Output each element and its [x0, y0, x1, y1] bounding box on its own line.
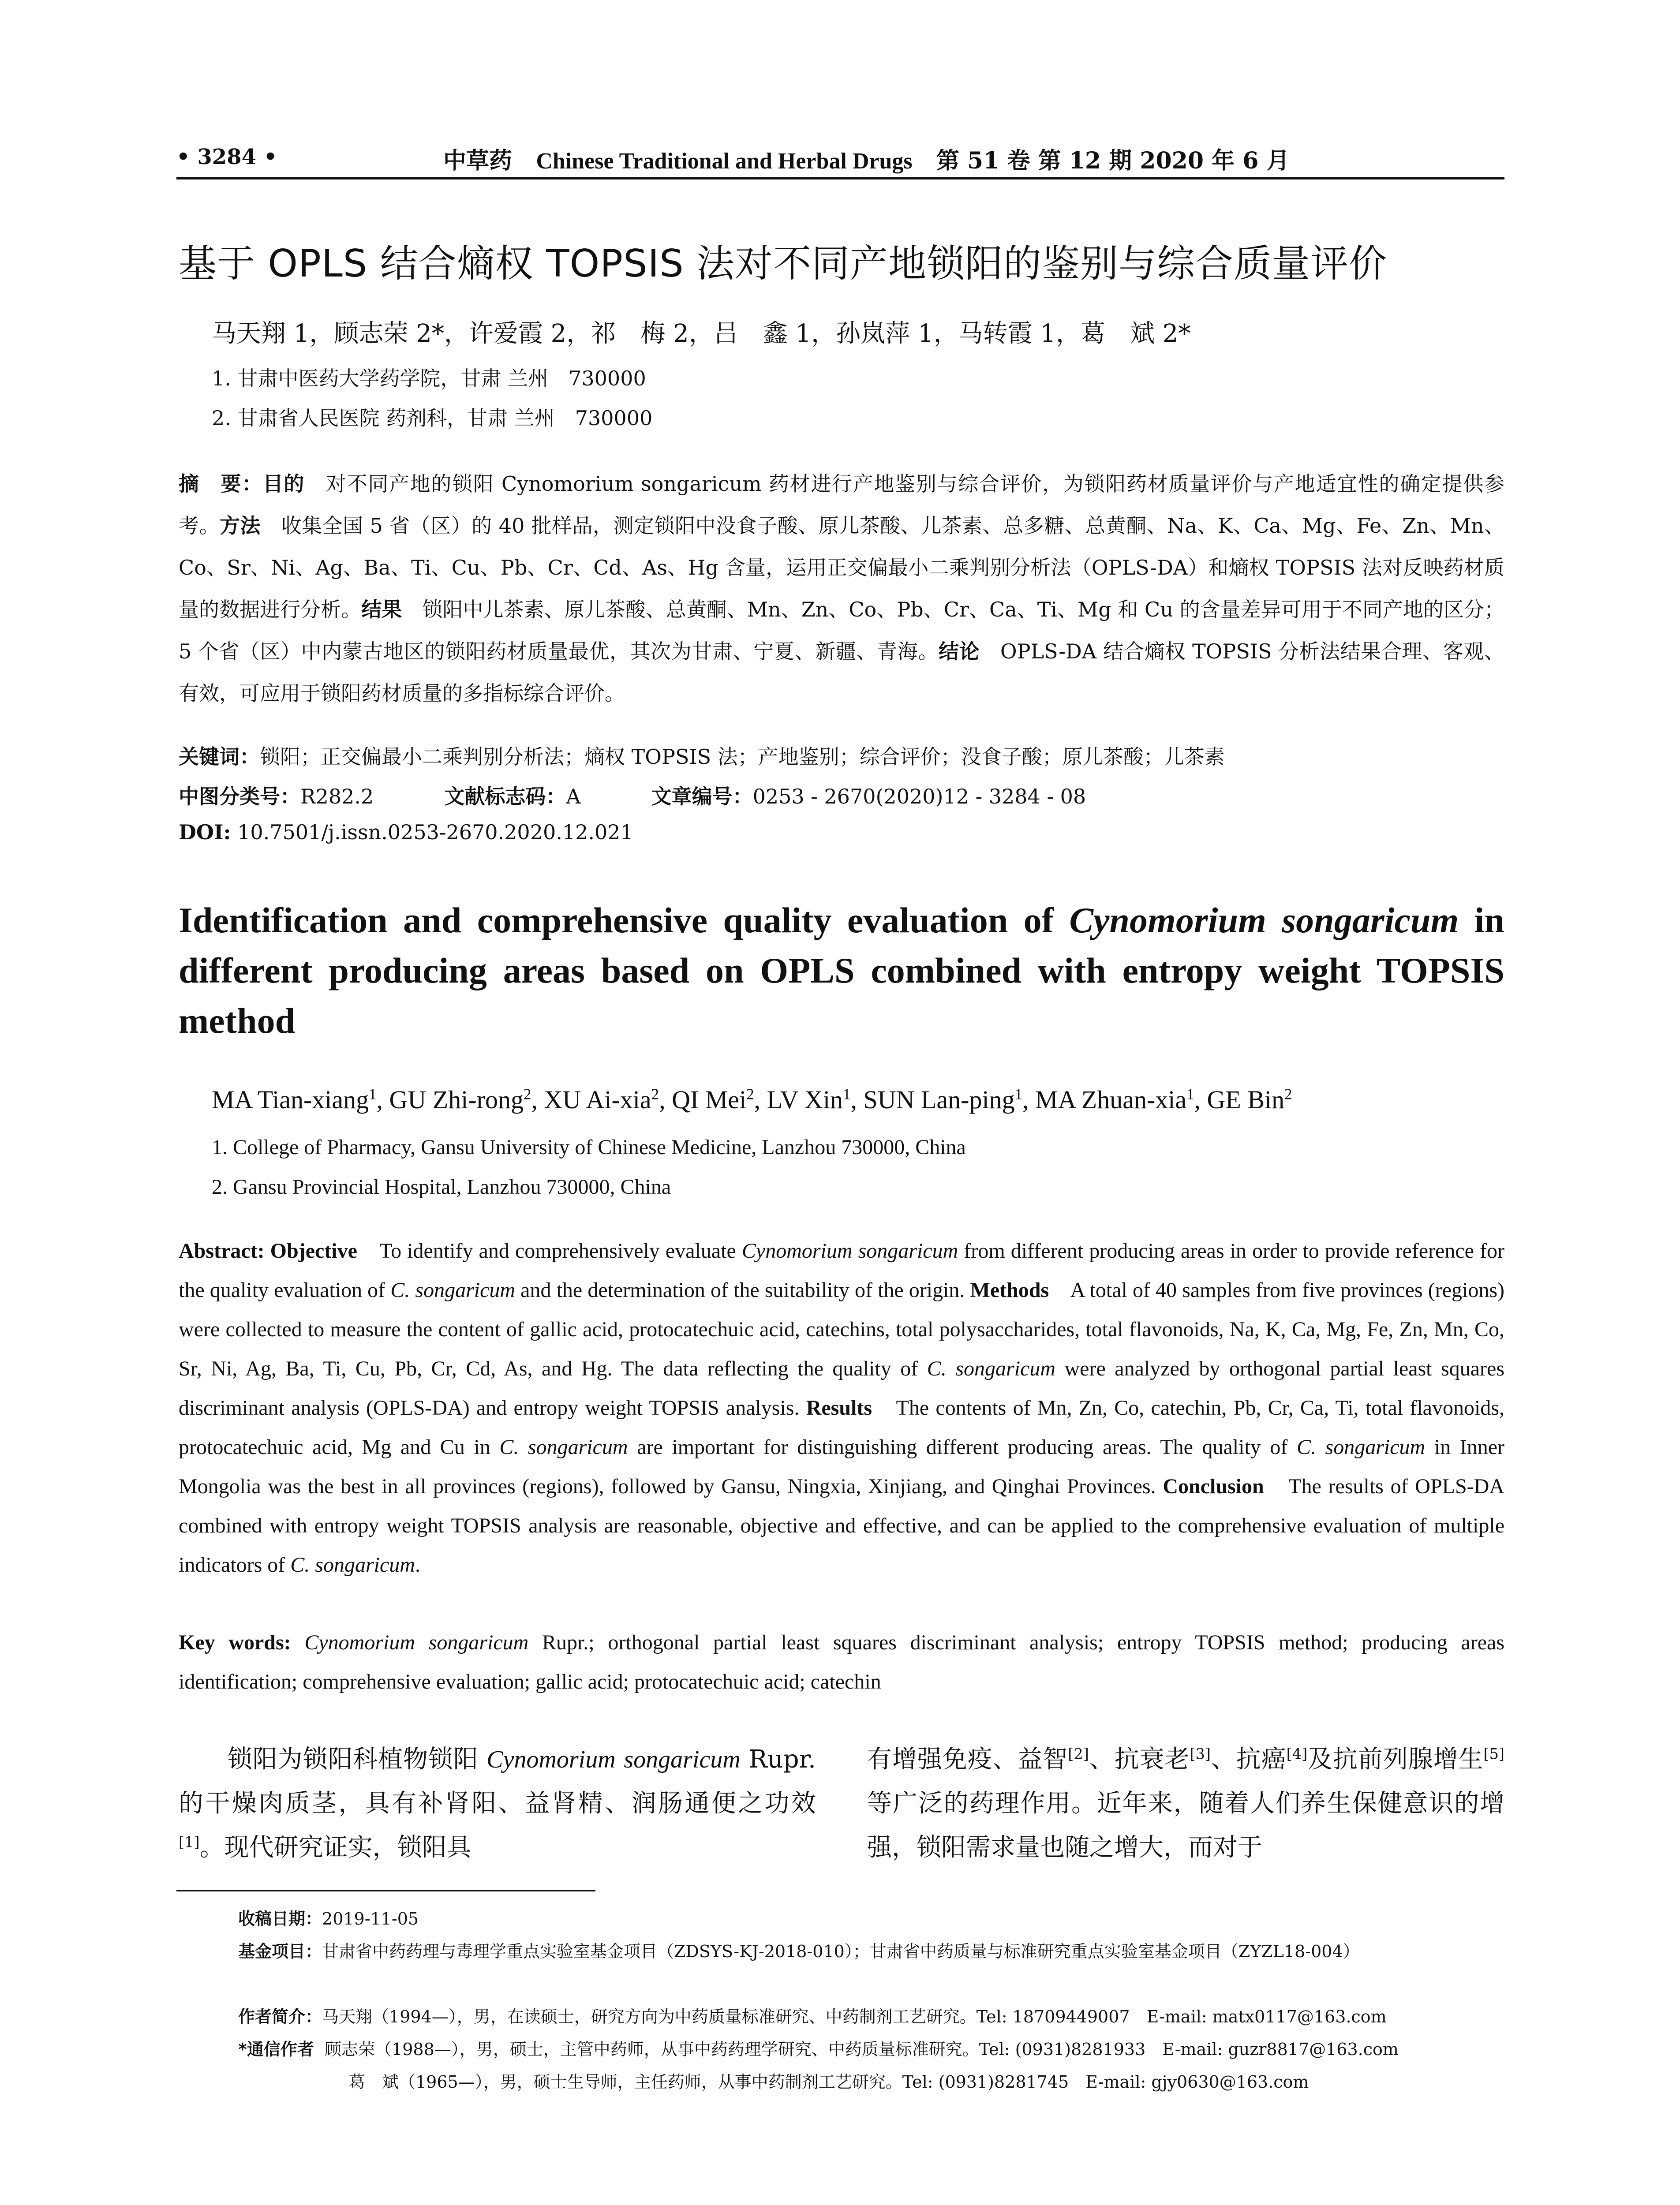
abstract-en-abbr-3: C. songaricum [499, 1435, 628, 1459]
body-column-left [179, 1738, 816, 1870]
title-en [179, 895, 1504, 1046]
doi-line [179, 820, 633, 844]
citation-5[interactable]: [5] [1483, 1745, 1505, 1763]
methods-label-en: Methods [970, 1278, 1049, 1302]
footnote-fund [238, 1937, 1508, 1966]
fund-text: 甘肃省中药药理与毒理学重点实验室基金项目（ZDSYS-KJ-2018-010）；甘肃省中药质量与标准研究重点实验室基金项目（ZYZL18-004） [322, 1942, 1360, 1961]
abstract-en-abbr-1: C. songaricum [390, 1278, 516, 1302]
objective-en-a: To identify and comprehensively evaluate [357, 1239, 742, 1263]
title-cn: 基于 OPLS 结合熵权 TOPSIS 法对不同产地锁阳的鉴别与综合质量评价 [179, 242, 1388, 286]
citation-3[interactable]: [3] [1190, 1745, 1211, 1763]
footnote-received [238, 1904, 1508, 1933]
body-right-a: 有增强免疫、益智 [867, 1745, 1068, 1774]
body-column-right [867, 1738, 1504, 1870]
body-right-d: 及抗前列腺增生 [1307, 1745, 1484, 1774]
footnote-rule [176, 1890, 595, 1891]
page-number: • 3284 • [176, 145, 277, 169]
methods-en-a: A total of 40 samples from five provinces (regions) were collected to measure the content of gallic acid, protocatechuic acid, catechins, total polysaccharides, total flavonoids, Na, K, Ca, Mg, Fe, Zn, Mn, Co, Sr, Ni, Ag, Ba, Ti, Cu, Pb, Cr, Cd, As, and Hg. The data reflecting the quality of [179, 1278, 1505, 1380]
authors-en: MA Tian-xiang$^1$, GU Zhi-rong$^2$, XU Ai-xia$^2$, QI Mei$^2$, LV Xin$^1$, SUN Lan-ping$^1$, MA Zhuan-xia$^1$, GE Bin$^2$ [212, 1085, 1292, 1114]
author-en-affiliation-mark: 1 [1014, 1085, 1023, 1103]
conclusion-label-cn: 结论 [939, 639, 980, 663]
footnote-corresponding-1 [238, 2035, 1508, 2064]
objective-en-b: from different producing areas in order to provide reference for the quality evaluation of [179, 1239, 1505, 1302]
abstract-cn-label: 摘 要： [179, 472, 263, 496]
journal-name-en: Chinese Traditional and Herbal Drugs [536, 149, 913, 174]
body-right-e: 等广泛的药理作用。近年来，随着人们养生保健意识的增强，锁阳需求量也随之增大，而对于 [867, 1789, 1504, 1862]
classification-line [179, 781, 1086, 810]
abstract-en-abbr-5: C. songaricum [290, 1553, 415, 1577]
corresponding-author-1: 顾志荣（1988—），男，硕士，主管中药师，从事中药药理学研究、中药质量标准研究。Tel: (0931)8281933 E-mail: guzr8817@163.com [325, 2040, 1399, 2059]
results-en-b: are important for distinguishing different producing areas. The quality of [628, 1435, 1297, 1459]
author-en-affiliation-mark: 1 [843, 1085, 851, 1103]
citation-1[interactable]: [1] [179, 1833, 200, 1851]
results-en-a: The contents of Mn, Zn, Co, catechin, Pb, Cr, Ca, Ti, total flavonoids, protocatechuic acid, Mg and Cu in [179, 1396, 1504, 1459]
body-species-2: songaricum [624, 1746, 741, 1773]
author-en: SUN Lan-ping [863, 1085, 1015, 1114]
keywords-cn [179, 741, 1225, 770]
authors-cn: 马天翔 1，顾志荣 2*，许爱霞 2，祁 梅 2，吕 鑫 1，孙岚萍 1，马转霞 1，葛 斌 2* [212, 319, 1191, 348]
methods-label-cn: 方法 [220, 514, 261, 538]
doc-code-value: A [566, 785, 581, 808]
conclusion-en-a: The results of OPLS-DA combined with entropy weight TOPSIS analysis are reasonable, objective and effective, and can be applied to the comprehensive evaluation of multiple indicators of [179, 1475, 1504, 1577]
conclusion-label-en: Conclusion [1163, 1475, 1264, 1498]
methods-cn: 收集全国 5 省（区）的 40 批样品，测定锁阳中没食子酸、原儿茶酸、儿茶素、总多糖、总黄酮、Na、K、Ca、Mg、Fe、Zn、Mn、Co、Sr、Ni、Ag、Ba、Ti、Cu、Pb、Cr、Cd、As、Hg 含量，运用正交偏最小二乘判别分析法（OPLS-DA）和熵权 TOPSIS 法对反映药材质量的数据进行分析。 [179, 514, 1505, 621]
clc-label: 中图分类号： [179, 785, 300, 808]
article-no-value: 0253 - 2670(2020)12 - 3284 - 08 [752, 785, 1086, 808]
results-cn: 锁阳中儿茶素、原儿茶酸、总黄酮、Mn、Zn、Co、Pb、Cr、Ca、Ti、Mg 和 Cu 的含量差异可用于不同产地的区分；5 个省（区）中内蒙古地区的锁阳药材质量最优，其次为甘肃、宁夏、新疆、青海。 [179, 598, 1505, 663]
results-label-cn: 结果 [361, 598, 402, 621]
results-en-c: in Inner Mongolia was the best in all provinces (regions), followed by Gansu, Ningxia, Xinjiang, and Qinghai Provinces. [179, 1435, 1505, 1498]
body-left-b: Rupr. 的干燥肉质茎，具有补肾阳、益肾精、润肠通便之功效 [179, 1745, 816, 1818]
journal-header [443, 142, 1290, 175]
fund-label: 基金项目： [238, 1942, 322, 1961]
author-en-affiliation-mark: 2 [651, 1085, 659, 1103]
author-en-affiliation-mark: 2 [1284, 1085, 1292, 1103]
clc-value: R282.2 [300, 785, 374, 808]
keywords-en-text: Rupr.; orthogonal partial least squares discriminant analysis; entropy TOPSIS method; producing areas identification; comprehensive evaluation; gallic acid; protocatechuic acid; catechin [179, 1631, 1505, 1693]
keywords-en-species: Cynomorium songaricum [304, 1631, 529, 1654]
journal-name-cn: 中草药 [443, 148, 513, 174]
conclusion-en-b: . [415, 1553, 420, 1577]
author-en: GE Bin [1207, 1085, 1285, 1114]
results-label-en: Results [806, 1396, 872, 1420]
body-right-b: 、抗衰老 [1089, 1745, 1190, 1774]
abstract-en-species: Cynomorium songaricum [741, 1239, 958, 1263]
doi-value[interactable]: 10.7501/j.issn.0253-2670.2020.12.021 [237, 820, 633, 844]
abstract-en [179, 1231, 1504, 1585]
author-en-affiliation-mark: 2 [746, 1085, 754, 1103]
footnote-corresponding-2 [238, 2067, 1508, 2097]
author-bio-text: 马天翔（1994—），男，在读硕士，研究方向为中药质量标准研究、中药制剂工艺研究。Tel: 18709449007 E-mail: matx0117@163.com [322, 2007, 1387, 2026]
objective-en-c: and the determination of the suitability of the origin. [515, 1278, 970, 1302]
abstract-en-label: Abstract: Objective [179, 1239, 357, 1263]
doi-label: DOI: [179, 820, 231, 844]
objective-cn: 对不同产地的锁阳 Cynomorium songaricum 药材进行产地鉴别与综合评价，为锁阳药材质量评价与产地适宜性的确定提供参考。 [179, 472, 1505, 538]
author-en: XU Ai-xia [544, 1085, 651, 1114]
body-left-a: 锁阳为锁阳科植物锁阳 [227, 1745, 487, 1774]
citation-2[interactable]: [2] [1068, 1745, 1089, 1763]
author-en: QI Mei [672, 1085, 747, 1114]
body-species-1: Cynomorium [486, 1746, 616, 1773]
keywords-en [179, 1623, 1504, 1701]
objective-label-cn: 目的 [262, 472, 305, 496]
corresponding-label: *通信作者 [238, 2040, 314, 2059]
header-rule [176, 177, 1504, 179]
journal-issue: 第 51 卷 第 12 期 2020 年 6 月 [936, 147, 1290, 174]
footnote-author [238, 2002, 1508, 2031]
affiliation-en-2: 2. Gansu Provincial Hospital, Lanzhou 730000, China [212, 1175, 671, 1199]
author-en-affiliation-mark: 2 [524, 1085, 531, 1103]
abstract-en-abbr-4: C. songaricum [1296, 1435, 1426, 1459]
body-right-c: 、抗癌 [1210, 1745, 1287, 1774]
author-en-affiliation-mark: 1 [369, 1085, 377, 1103]
article-no-label: 文章编号： [651, 785, 753, 808]
conclusion-cn: OPLS-DA 结合熵权 TOPSIS 分析法结果合理、客观、有效，可应用于锁阳药材质量的多指标综合评价。 [179, 639, 1505, 705]
author-en: GU Zhi-rong [389, 1085, 524, 1114]
body-left-c: 。现代研究证实，锁阳具 [199, 1833, 471, 1862]
received-label: 收稿日期： [238, 1909, 322, 1928]
affiliation-cn-2: 2. 甘肃省人民医院 药剂科，甘肃 兰州 730000 [212, 406, 653, 430]
author-en: LV Xin [767, 1085, 843, 1114]
methods-en-b: were analyzed by orthogonal partial least squares discriminant analysis (OPLS-DA) and entropy weight TOPSIS analysis. [179, 1357, 1504, 1420]
abstract-cn [179, 463, 1504, 714]
keywords-cn-text: 锁阳；正交偏最小二乘判别分析法；熵权 TOPSIS 法；产地鉴别；综合评价；没食子酸；原儿茶酸；儿茶素 [260, 745, 1225, 769]
keywords-en-label: Key words: [179, 1631, 291, 1654]
keywords-cn-label: 关键词： [179, 745, 260, 769]
author-en: MA Tian-xiang [212, 1085, 369, 1114]
corresponding-author-2: 葛 斌（1965—），男，硕士生导师，主任药师，从事中药制剂工艺研究。Tel: (0931)8281745 E-mail: gjy0630@163.com [348, 2072, 1309, 2092]
citation-4[interactable]: [4] [1286, 1745, 1308, 1763]
title-en-part1: Identification and comprehensive quality evaluation of [179, 900, 1070, 940]
received-date: 2019-11-05 [322, 1909, 419, 1928]
affiliation-en-1: 1. College of Pharmacy, Gansu University of Chinese Medicine, Lanzhou 730000, China [212, 1136, 966, 1159]
affiliation-cn-1: 1. 甘肃中医药大学药学院，甘肃 兰州 730000 [212, 366, 646, 390]
doc-code-label: 文献标志码： [444, 785, 566, 808]
title-en-part2: in different producing areas based on OPLS combined with entropy weight TOPSIS method [179, 900, 1505, 1041]
author-en: MA Zhuan-xia [1035, 1085, 1187, 1114]
title-en-species: Cynomorium songaricum [1069, 900, 1459, 940]
author-en-affiliation-mark: 1 [1186, 1085, 1194, 1103]
author-bio-label: 作者简介： [238, 2007, 322, 2026]
abstract-en-abbr-2: C. songaricum [927, 1357, 1055, 1380]
